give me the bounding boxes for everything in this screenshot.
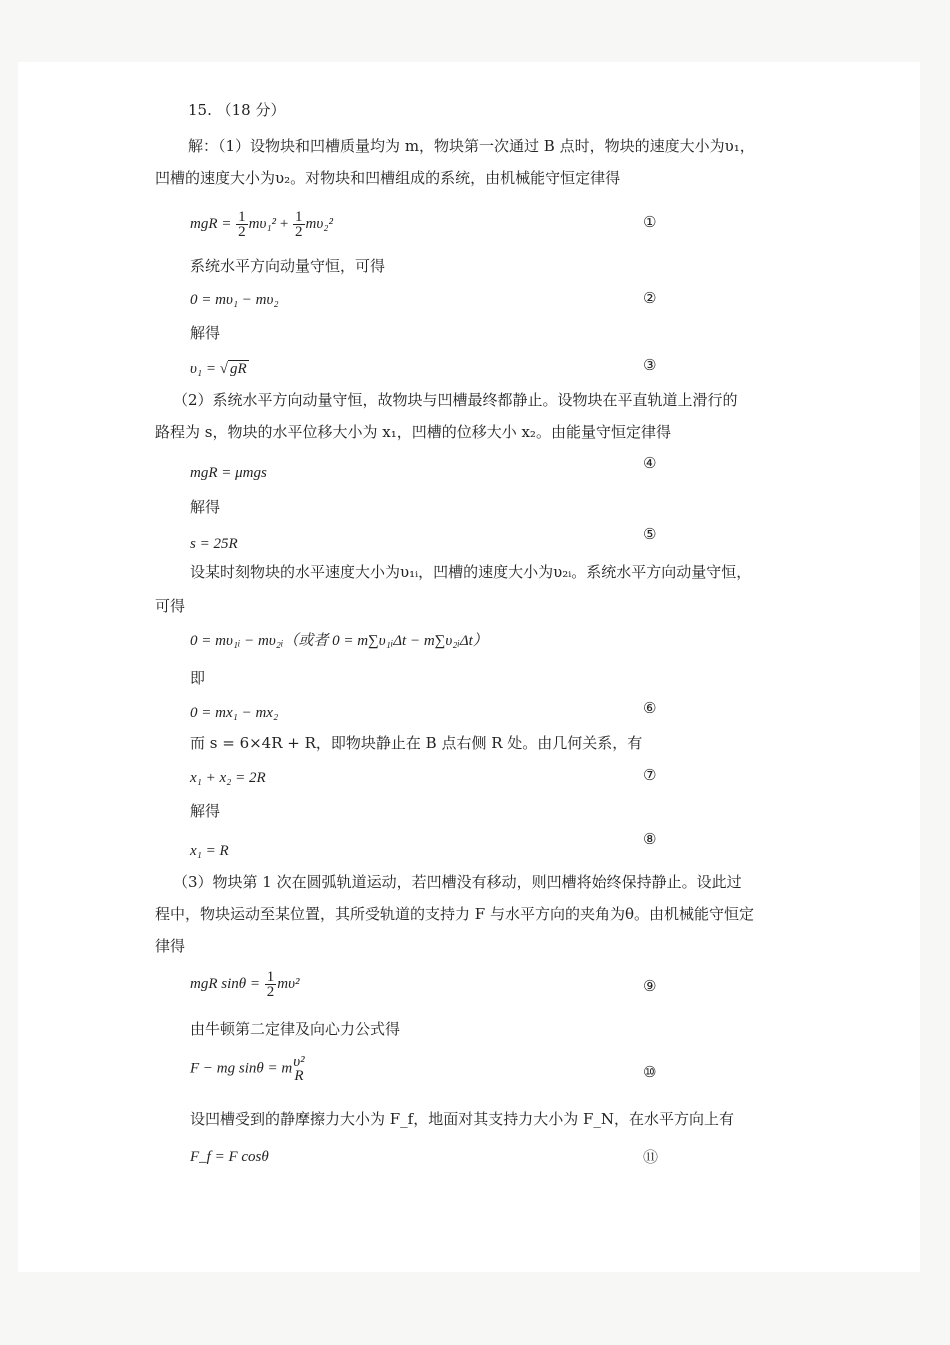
marker-3: ③ <box>643 356 657 374</box>
eq9-rhs: mυ² <box>277 975 300 992</box>
marker-1: ① <box>643 213 657 231</box>
equation-5 <box>190 534 238 554</box>
text-solve-1: 解得 <box>190 324 221 342</box>
part2-line5: 而 s = 6×4R + R，即物块静止在 B 点右侧 R 处。由几何关系，有 <box>190 734 643 752</box>
eq5-text: s = 25R <box>190 536 238 552</box>
equation-11 <box>190 1147 269 1167</box>
part3-line3: 律得 <box>155 937 186 955</box>
question-header: 15. （18 分） <box>188 101 286 119</box>
equation-10 <box>190 1055 306 1083</box>
eq10-frac-num: υ² <box>293 1054 305 1070</box>
text-newton: 由牛顿第二定律及向心力公式得 <box>190 1020 401 1038</box>
eq1-term1: mυ₁² <box>248 215 277 232</box>
equation-2 <box>190 290 279 310</box>
part2-line1: （2）系统水平方向动量守恒，故物块与凹槽最终都静止。设物块在平直轨道上滑行的 <box>173 391 738 409</box>
text-solve-2: 解得 <box>190 498 221 516</box>
text-momentum: 系统水平方向动量守恒，可得 <box>190 257 386 275</box>
eq1-frac-b <box>293 210 305 239</box>
marker-7: ⑦ <box>643 766 657 784</box>
eq10-frac-den: R <box>294 1068 304 1084</box>
eq6-text: 0 = mx₁ − mx₂ <box>190 705 279 721</box>
equation-3 <box>190 359 249 379</box>
text-friction: 设凹槽受到的静摩擦力大小为 F_f，地面对其支持力大小为 F_N，在水平方向上有 <box>190 1110 735 1128</box>
eq-mom-text: 0 = mυ₁ᵢ − mυ₂ᵢ（或者 0 = m∑υ₁ᵢΔt − m∑υ₂ᵢΔt） <box>190 633 488 649</box>
eq2-text: 0 = mυ₁ − mυ₂ <box>190 292 279 308</box>
eq1-plus: + <box>276 215 293 232</box>
eq1-frac-b-num: 1 <box>295 209 303 225</box>
equation-7 <box>190 768 266 788</box>
equation-6 <box>190 703 278 723</box>
equation-momentum-i <box>190 631 488 651</box>
part3-line1: （3）物块第 1 次在圆弧轨道运动，若凹槽没有移动，则凹槽将始终保持静止。设此过 <box>173 873 742 891</box>
eq9-frac <box>265 970 277 999</box>
marker-8: ⑧ <box>643 830 657 848</box>
equation-8 <box>190 841 229 861</box>
eq7-text: x₁ + x₂ = 2R <box>190 770 266 786</box>
part3-line2: 程中，物块运动至某位置，其所受轨道的支持力 F 与水平方向的夹角为θ。由机械能守恒定 <box>155 905 754 923</box>
equation-4 <box>190 463 267 483</box>
part2-line2: 路程为 s，物块的水平位移大小为 x₁，凹槽的位移大小 x₂。由能量守恒定律得 <box>155 423 671 441</box>
eq1-frac-a-num: 1 <box>238 209 246 225</box>
eq1-frac-a <box>236 210 248 239</box>
part1-line2: 凹槽的速度大小为υ₂。对物块和凹槽组成的系统，由机械能守恒定律得 <box>155 169 621 187</box>
eq9-frac-num: 1 <box>266 969 275 985</box>
eq10-frac <box>293 1055 304 1083</box>
equation-9 <box>190 970 299 999</box>
eq9-lhs: mgR sinθ = <box>190 975 264 992</box>
marker-4: ④ <box>643 454 657 472</box>
text-ji: 即 <box>190 669 206 687</box>
eq11-text: F_f = F cosθ <box>190 1149 269 1165</box>
marker-6: ⑥ <box>643 699 657 717</box>
eq3-lhs: υ₁ = √ <box>190 361 228 377</box>
document-page <box>18 62 920 1272</box>
eq1-term2: mυ₂² <box>305 215 333 232</box>
eq1-frac-a-den: 2 <box>238 224 246 240</box>
part1-line1: 解：（1）设物块和凹槽质量均为 m，物块第一次通过 B 点时，物块的速度大小为υ₁， <box>188 137 755 155</box>
marker-11: ⑪ <box>643 1148 659 1166</box>
eq10-lhs: F − mg sinθ = m <box>190 1060 293 1077</box>
marker-10: ⑩ <box>643 1063 657 1081</box>
eq8-text: x₁ = R <box>190 843 229 859</box>
eq4-text: mgR = μmgs <box>190 465 267 481</box>
eq1-frac-b-den: 2 <box>295 224 303 240</box>
text-solve-3: 解得 <box>190 802 221 820</box>
eq3-radicand: gR <box>229 361 247 377</box>
marker-2: ② <box>643 289 657 307</box>
eq9-frac-den: 2 <box>266 984 275 1000</box>
part2-line4: 可得 <box>155 597 186 615</box>
eq1-lhs: mgR = <box>190 215 236 232</box>
marker-9: ⑨ <box>643 977 657 995</box>
equation-1 <box>190 210 333 239</box>
part2-line3: 设某时刻物块的水平速度大小为υ₁ᵢ，凹槽的速度大小为υ₂ᵢ。系统水平方向动量守恒， <box>190 563 752 581</box>
marker-5: ⑤ <box>643 525 657 543</box>
